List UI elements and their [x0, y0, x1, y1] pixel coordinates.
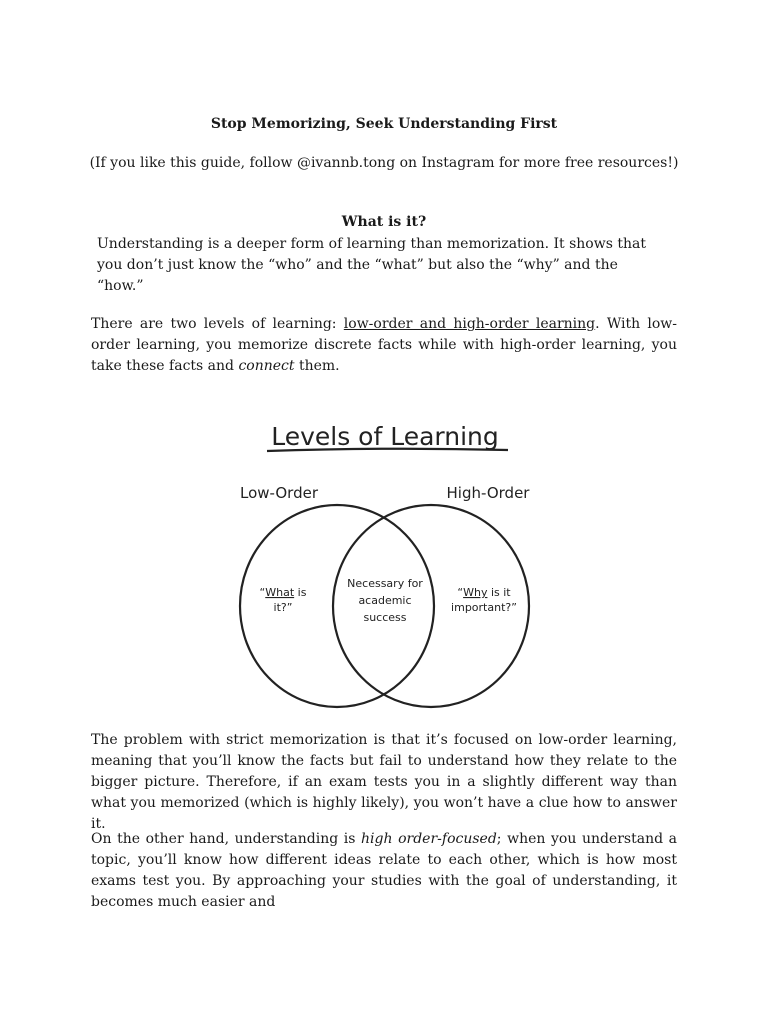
other-text-before: On the other hand, understanding is: [91, 831, 362, 847]
diagram-label-high-order: High-Order: [446, 484, 530, 502]
other-hand-paragraph: [91, 829, 677, 913]
right-emphasis-word: Why: [463, 586, 488, 599]
right-line1-rest: is it: [487, 586, 511, 599]
right-circle-line2: important?”: [451, 601, 517, 614]
right-circle-line1: [457, 586, 511, 599]
center-line3: success: [363, 611, 407, 624]
problem-paragraph: The problem with strict memorization is that it’s focused on low-order learning, meaning that you’ll know the facts but fail to understand how they relate to the bigger picture. Therefore, if an exam tests you in a slightly different way than what you memorized (which is highly likely), you won’t have a clue how to answer it.: [91, 732, 677, 832]
levels-underlined-phrase: low-order and high-order learning: [343, 316, 596, 332]
left-quote-open: “: [259, 586, 266, 599]
page-subtitle: (If you like this guide, follow @ivannb.tong on Instagram for more free resources!): [89, 155, 679, 171]
diagram-title: Levels of Learning: [271, 422, 499, 451]
other-text-after: ; when you understand a topic, you’ll know how different ideas relate to each other, which is how most exams test you. By approaching your studies with the goal of understanding, it becomes much easier and: [91, 831, 677, 910]
levels-paragraph: [91, 314, 677, 377]
levels-text-before: There are two levels of learning:: [91, 316, 344, 332]
left-line1-rest: is: [294, 586, 307, 599]
other-emphasis: high order-focused: [361, 831, 497, 847]
levels-text-middle: . With low-order learning, you memorize discrete facts while with high-order learning, you take these facts and: [91, 316, 678, 374]
diagram-label-low-order: Low-Order: [240, 484, 318, 502]
center-line2: academic: [358, 594, 412, 607]
right-quote-open: “: [457, 586, 464, 599]
section-heading: What is it?: [341, 214, 427, 230]
levels-of-learning-diagram: [220, 410, 550, 715]
center-line1: Necessary for: [347, 577, 423, 590]
page-title: Stop Memorizing, Seek Understanding First: [210, 116, 558, 132]
left-circle-line2: it?”: [273, 601, 293, 614]
levels-text-after: them.: [294, 358, 340, 374]
left-circle-line1: [260, 586, 307, 599]
levels-emphasis: connect: [238, 358, 295, 374]
left-emphasis-word: What: [265, 586, 295, 599]
intro-paragraph: Understanding is a deeper form of learning than memorization. It shows that you don’t just know the “who” and the “what” but also the “why” and the “how.”: [97, 236, 646, 294]
